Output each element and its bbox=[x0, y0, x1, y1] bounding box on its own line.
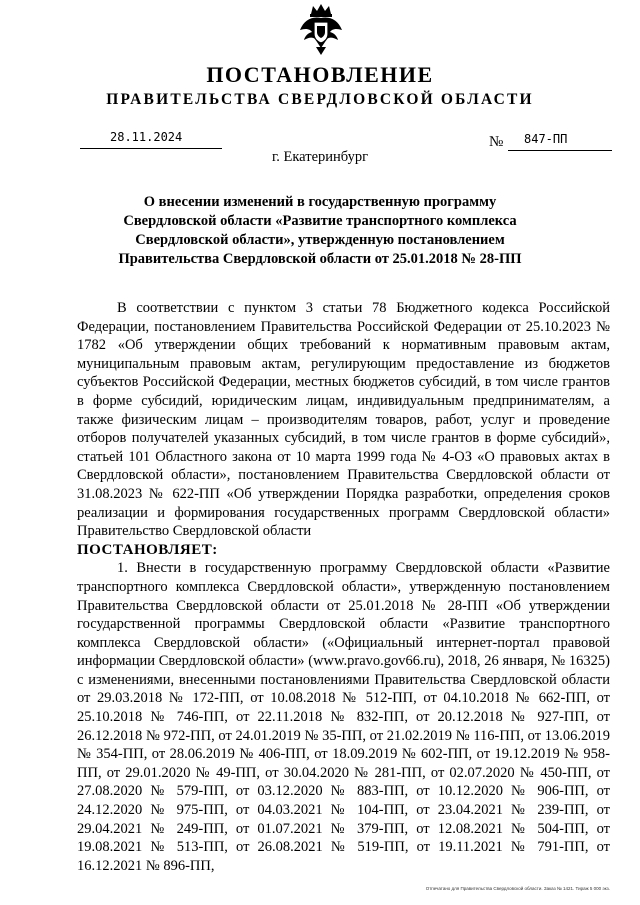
document-date: 28.11.2024 bbox=[110, 130, 183, 144]
date-field bbox=[80, 130, 222, 149]
document-number: 847-ПП bbox=[524, 132, 568, 146]
item-1-paragraph: 1. Внести в государственную программу Свердловской области «Развитие транспортного комплекса Свердловской области», утвержденную постановлением Правительства Свердловской области от 25.01.2018 № 28-ПП «Об утверждении государственной программы Свердловской области «Развитие транспортного комплекса Свердловской области» («Официальный интернет-портал правовой информации Свердловской области» (www.pravo.gov66.ru), 2018, 26 января, № 16325) с изменениями, внесенными постановлениями Правительства Свердловской области от 29.03.2018 № 172-ПП, от 10.08.2018 № 512-ПП, от 04.10.2018 № 662-ПП, от 25.10.2018 № 746-ПП, от 22.11.2018 № 832-ПП, от 20.12.2018 № 927-ПП, от 26.12.2018 № 972-ПП, от 24.01.2019 № 35-ПП, от 21.02.2019 № 116-ПП, от 13.06.2019 № 354-ПП, от 28.06.2019 № 406-ПП, от 18.09.2019 № 602-ПП, от 19.12.2019 № 958-ПП, от 29.01.2020 № 49-ПП, от 30.04.2020 № 281-ПП, от 02.07.2020 № 450-ПП, от 27.08.2020 № 579-ПП, от 03.12.2020 № 883-ПП, от 10.12.2020 № 906-ПП, от 24.12.2020 № 975-ПП, от 04.03.2021 № 104-ПП, от 23.04.2021 № 239-ПП, от 29.04.2021 № 249-ПП, от 01.07.2021 № 379-ПП, от 12.08.2021 № 504-ПП, от 19.08.2021 № 513-ПП, от 26.08.2021 № 519-ПП, от 19.11.2021 № 791-ПП, от 16.12.2021 № 896-ПП, bbox=[77, 560, 610, 874]
document-subject: О внесении изменений в государственную программу Свердловской области «Развитие транспортного комплекса Свердловской области», утвержденную постановлением Правительства Свердловской области от 25.01.2018 № 28-ПП bbox=[118, 194, 522, 267]
document-body bbox=[77, 299, 610, 875]
issuing-authority: ПРАВИТЕЛЬСТВА СВЕРДЛОВСКОЙ ОБЛАСТИ bbox=[106, 91, 534, 108]
print-footer: Отпечатано для Правительства Свердловской области. Заказ № 1421. Тираж 5 000 экз. bbox=[425, 886, 610, 891]
decree-heading: ПОСТАНОВЛЯЕТ: bbox=[77, 541, 218, 558]
preamble-paragraph: В соответствии с пунктом 3 статьи 78 Бюджетного кодекса Российской Федерации, постановлением Правительства Российской Федерации от 25.10.2023 № 1782 «Об утверждении общих требований к нормативным правовым актам, муниципальным правовым актам, регулирующим предоставление из бюджетов субъектов Российской Федерации, местных бюджетов субсидий, в том числе грантов в форме субсидий, юридическим лицам, индивидуальным предпринимателям, а также физическим лицам – производителям товаров, работ, услуг и проведение отборов получателей указанных субсидий, в том числе грантов в форме субсидий», статьей 101 Областного закона от 10 марта 1999 года № 4-ОЗ «О правовых актах в Свердловской области», постановлением Правительства Свердловской области от 31.08.2023 № 622-ПП «Об утверждении Порядка разработки, определения сроков реализации и формирования государственных программ Свердловской области» Правительство Свердловской области bbox=[77, 300, 610, 540]
coat-of-arms-icon bbox=[298, 2, 344, 56]
number-sign: № bbox=[489, 134, 504, 150]
city: г. Екатеринбург bbox=[271, 149, 369, 165]
document-type-title: ПОСТАНОВЛЕНИЕ bbox=[206, 62, 434, 87]
